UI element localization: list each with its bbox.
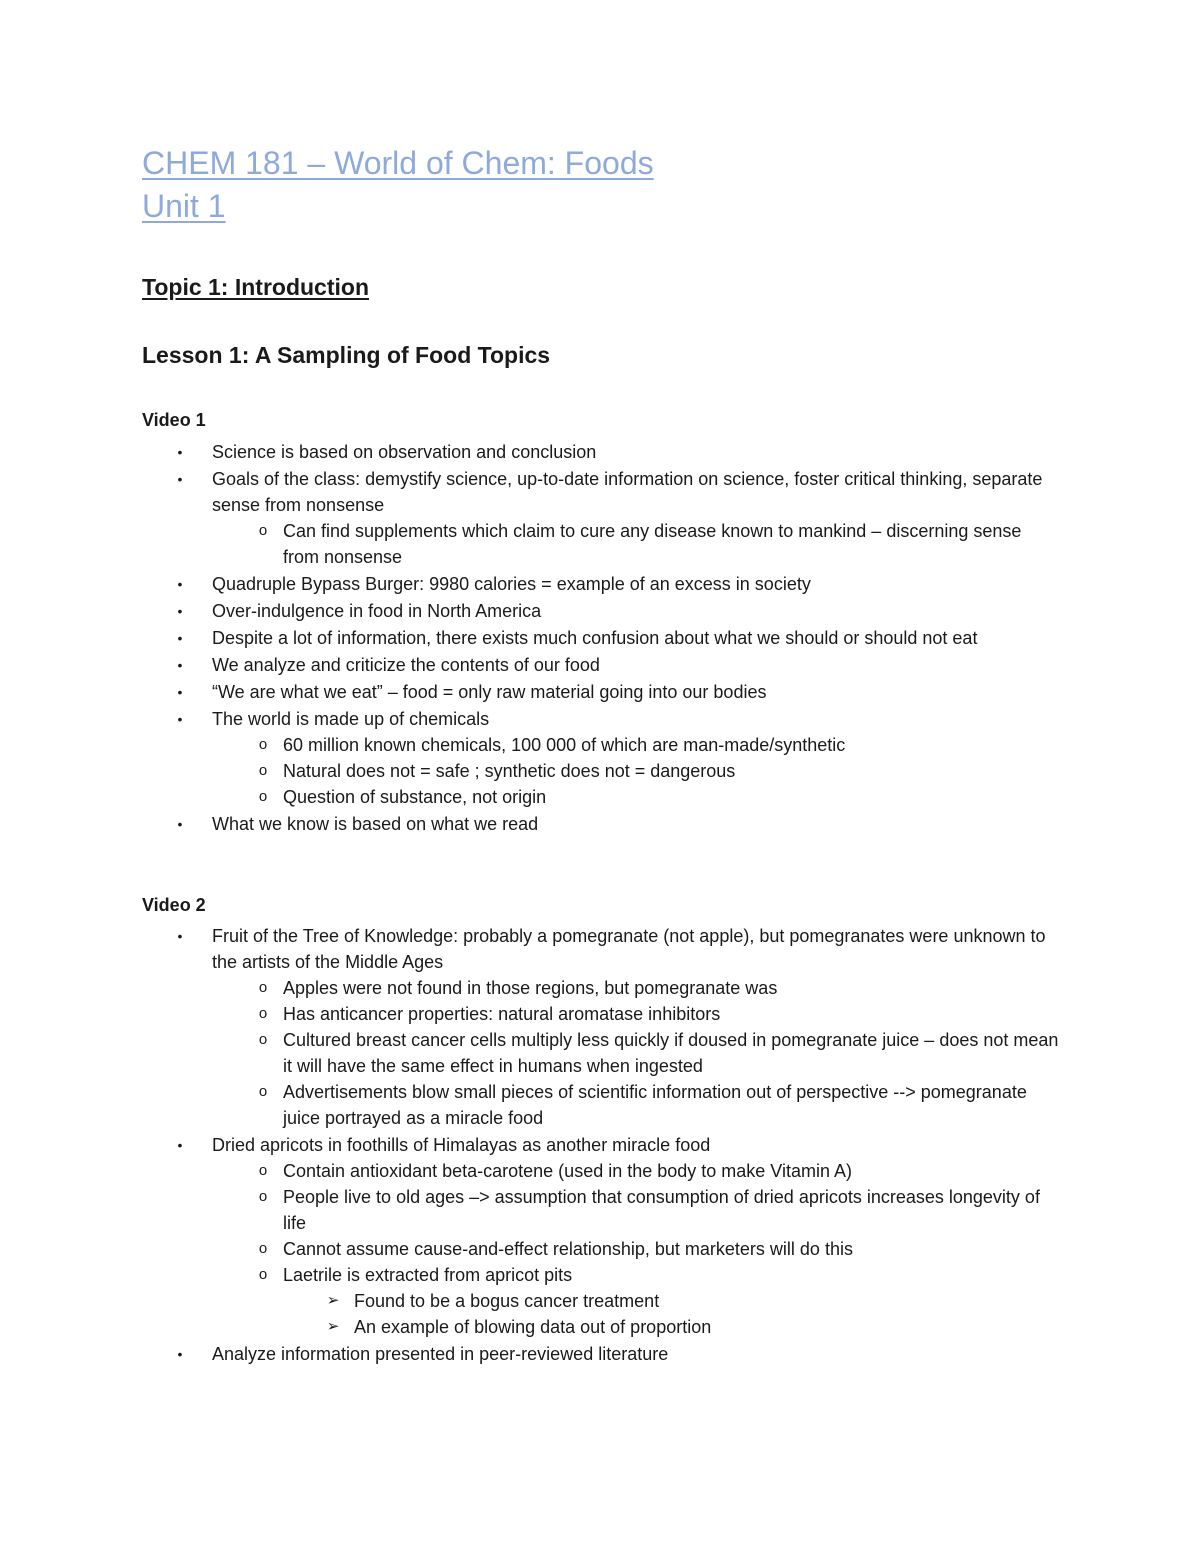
bullet-marker: o (258, 1162, 268, 1179)
sub-list (212, 975, 1062, 1131)
bullet-marker: • (177, 603, 183, 619)
list-item: o Cannot assume cause-and-effect relationship, but marketers will do this (212, 1236, 1062, 1262)
bullet-marker: o (258, 1240, 268, 1257)
list-item: o Has anticancer properties: natural aromatase inhibitors (212, 1001, 1062, 1027)
list-item: o Natural does not = safe ; synthetic does not = dangerous (212, 758, 1062, 784)
list-item: • Over-indulgence in food in North America (142, 598, 1062, 624)
list-item: o Advertisements blow small pieces of scientific information out of perspective --> pomegranate juice portrayed as a miracle food (212, 1079, 1062, 1131)
bullet-marker: o (258, 522, 268, 539)
sub-list (212, 518, 1062, 570)
bullet-marker: o (258, 1005, 268, 1022)
sub-list (212, 1158, 1062, 1340)
arrow-bullet-icon: ➢ (326, 1318, 340, 1335)
bullet-marker: • (177, 471, 183, 487)
bullet-marker: o (258, 1083, 268, 1100)
list-item: o Apples were not found in those regions, but pomegranate was (212, 975, 1062, 1001)
list-item: o Can find supplements which claim to cure any disease known to mankind – discerning sense from nonsense (212, 518, 1062, 570)
bullet-marker: • (177, 657, 183, 673)
list-item: o People live to old ages –> assumption that consumption of dried apricots increases longevity of life (212, 1184, 1062, 1236)
video-1-notes (142, 439, 1062, 838)
arrow-bullet-icon: ➢ (326, 1292, 340, 1309)
bullet-marker: • (177, 816, 183, 832)
bullet-marker: o (258, 1188, 268, 1205)
list-item: • Fruit of the Tree of Knowledge: probably a pomegranate (not apple), but pomegranates were unknown to the artists of the Middle Ages o Apples were not found in those regions, but pomegranate was o Has anticancer properties: natural aromatase inhibitors o Cultured breast cancer cells multiply less quickly if doused in pomegranate juice – does not mean it will have the same effect in humans when ingested o Advertisements blow small pieces of scientific information out of perspective --> pomegranate juice portrayed as a miracle food (142, 923, 1062, 1131)
list-item: • What we know is based on what we read (142, 811, 1062, 837)
list-item: • Quadruple Bypass Burger: 9980 calories = example of an excess in society (142, 571, 1062, 597)
bullet-marker: o (258, 788, 268, 805)
list-item: • Dried apricots in foothills of Himalayas as another miracle food o Contain antioxidant beta-carotene (used in the body to make Vitamin A) o People live to old ages –> assumption that consumption of dried apricots increases longevity of life o Cannot assume cause-and-effect relationship, but marketers will do this o Laetrile is extracted from apricot pits ➢ Found to be a bogus cancer treatment ➢ An example of blowing data out of proportion (142, 1132, 1062, 1340)
bullet-marker: o (258, 736, 268, 753)
bullet-marker: • (177, 1346, 183, 1362)
video-2-heading: Video 2 (142, 895, 206, 915)
bullet-marker: • (177, 711, 183, 727)
list-item: ➢ Found to be a bogus cancer treatment (283, 1288, 1062, 1314)
title-line-course: CHEM 181 – World of Chem: Foods (142, 145, 654, 181)
sub-list (212, 732, 1062, 810)
document-title (142, 142, 1062, 228)
bullet-marker: o (258, 979, 268, 996)
list-item: o Question of substance, not origin (212, 784, 1062, 810)
document-page (142, 142, 1062, 1364)
title-line-unit: Unit 1 (142, 188, 226, 224)
list-item: o Contain antioxidant beta-carotene (used in the body to make Vitamin A) (212, 1158, 1062, 1184)
bullet-marker: • (177, 684, 183, 700)
list-item: • Science is based on observation and conclusion (142, 439, 1062, 465)
list-item: • Goals of the class: demystify science, up-to-date information on science, foster critical thinking, separate sense from nonsense o Can find supplements which claim to cure any disease known to mankind – discerning sense from nonsense (142, 466, 1062, 570)
video-1-heading: Video 1 (142, 410, 206, 430)
video-2-notes (142, 923, 1062, 1368)
bullet-marker: • (177, 630, 183, 646)
bullet-marker: • (177, 576, 183, 592)
bullet-marker: o (258, 762, 268, 779)
sub-sub-list (283, 1288, 1062, 1340)
list-item: • Despite a lot of information, there exists much confusion about what we should or should not eat (142, 625, 1062, 651)
list-item: o Laetrile is extracted from apricot pits ➢ Found to be a bogus cancer treatment ➢ An example of blowing data out of proportion (212, 1262, 1062, 1340)
lesson-heading: Lesson 1: A Sampling of Food Topics (142, 342, 551, 368)
list-item: • “We are what we eat” – food = only raw material going into our bodies (142, 679, 1062, 705)
bullet-marker: • (177, 928, 183, 944)
list-item: • Analyze information presented in peer-reviewed literature (142, 1341, 1062, 1367)
bullet-marker: o (258, 1266, 268, 1283)
bullet-marker: o (258, 1031, 268, 1048)
topic-heading: Topic 1: Introduction (142, 274, 369, 300)
list-item: • The world is made up of chemicals o 60 million known chemicals, 100 000 of which are man-made/synthetic o Natural does not = safe ; synthetic does not = dangerous o Question of substance, not origin (142, 706, 1062, 810)
bullet-marker: • (177, 444, 183, 460)
list-item: o 60 million known chemicals, 100 000 of which are man-made/synthetic (212, 732, 1062, 758)
list-item: • We analyze and criticize the contents of our food (142, 652, 1062, 678)
bullet-marker: • (177, 1137, 183, 1153)
list-item: ➢ An example of blowing data out of proportion (283, 1314, 1062, 1340)
list-item: o Cultured breast cancer cells multiply less quickly if doused in pomegranate juice – does not mean it will have the same effect in humans when ingested (212, 1027, 1062, 1079)
